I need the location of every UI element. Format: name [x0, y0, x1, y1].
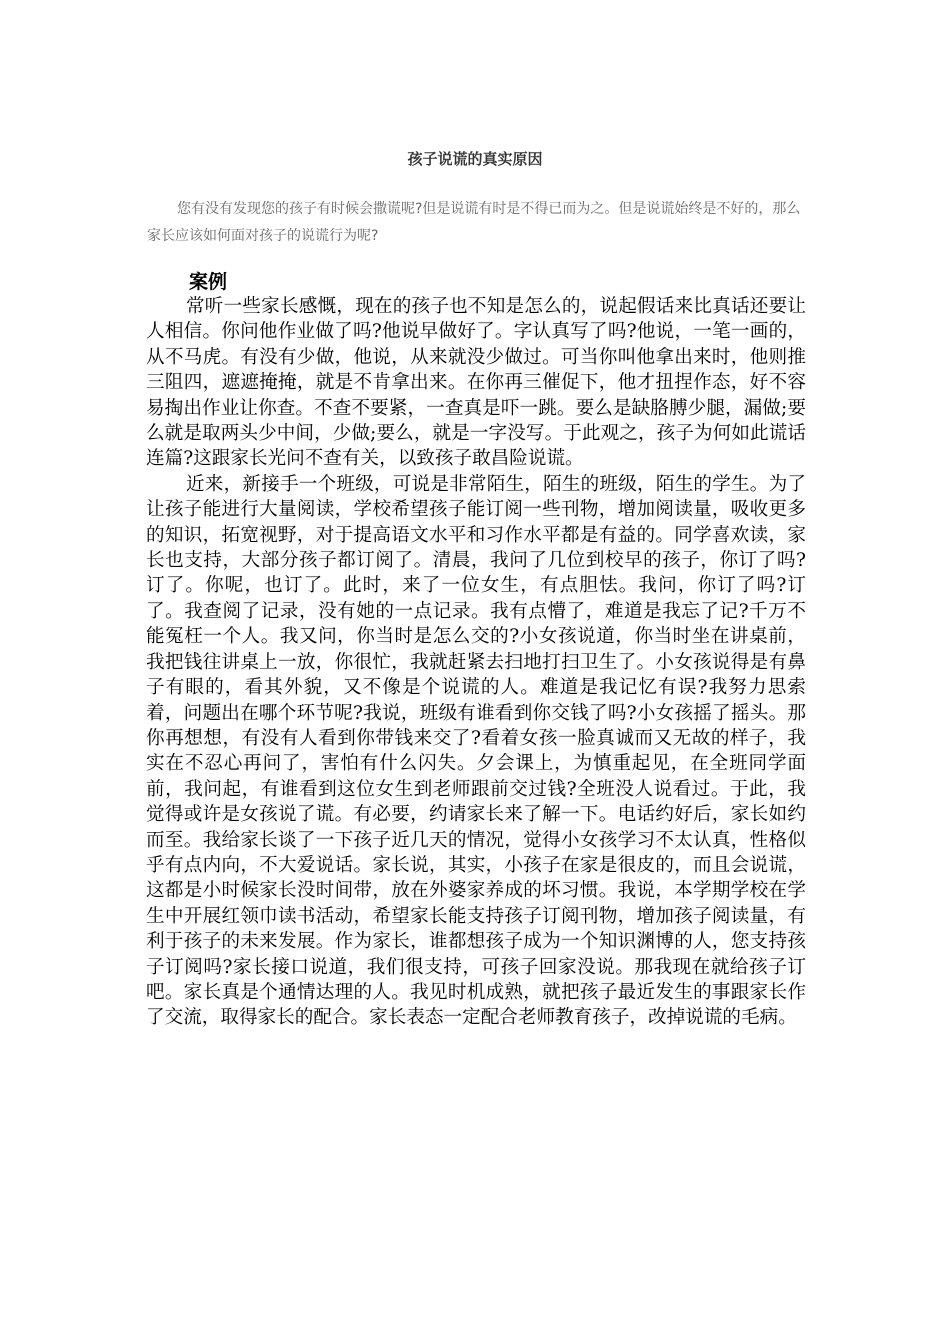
- body-text: [146, 294, 806, 1031]
- document-title: 孩子说谎的真实原因: [407, 150, 543, 168]
- body-paragraph: 常听一些家长感慨，现在的孩子也不知是怎么的，说起假话来比真话还要让人相信。你问他作业做了吗?他说早做好了。字认真写了吗?他说，一笔一画的，从不马虎。有没有少做，他说，从来就没少做过。可当你叫他拿出来时，他则推三阻四，遮遮掩掩，就是不肯拿出来。在你再三催促下，他才扭捏作态，好不容易掏出作业让你查。不查不要紧，一查真是吓一跳。要么是缺胳膊少腿，漏做;要么就是取两头少中间，少做;要么，就是一字没写。于此观之，孩子为何如此谎话连篇?这跟家长光问不查有关，以致孩子敢昌险说谎。: [146, 296, 806, 470]
- intro-paragraph: 您有没有发现您的孩子有时候会撒谎呢?但是说谎有时是不得已而为之。但是说谎始终是不好的，那么家长应该如何面对孩子的说谎行为呢?: [147, 201, 801, 244]
- section-heading: 案例: [189, 271, 228, 293]
- body-paragraph: 近来，新接手一个班级，可说是非常陌生，陌生的班级，陌生的学生。为了让孩子能进行大量阅读，学校希望孩子能订阅一些刊物，增加阅读量，吸收更多的知识，拓宽视野，对于提高语文水平和习作水平都是有益的。同学喜欢读，家长也支持，大部分孩子都订阅了。清晨，我问了几位到校早的孩子，你订了吗?订了。你呢，也订了。此时，来了一位女生，有点胆怯。我问，你订了吗?订了。我查阅了记录，没有她的一点记录。我有点懵了，难道是我忘了记?千万不能冤枉一个人。我又问，你当时是怎么交的?小女孩说道，你当时坐在讲桌前，我把钱往讲桌上一放，你很忙，我就赶紧去扫地打扫卫生了。小女孩说得是有鼻子有眼的，看其外貌，又不像是个说谎的人。难道是我记忆有误?我努力思索着，问题出在哪个环节呢?我说，班级有谁看到你交钱了吗?小女孩摇了摇头。那你再想想，有没有人看到你带钱来交了?看着女孩一脸真诚而又无故的样子，我实在不忍心再问了，害怕有什么闪失。夕会课上，为慎重起见，在全班同学面前，我问起，有谁看到这位女生到老师跟前交过钱?全班没人说看过。于此，我觉得或许是女孩说了谎。有必要，约请家长来了解一下。电话约好后，家长如约而至。我给家长谈了一下孩子近几天的情况，觉得小女孩学习不太认真，性格似乎有点内向，不大爱说话。家长说，其实，小孩子在家是很皮的，而且会说谎，这都是小时候家长没时间带，放在外婆家养成的坏习惯。我说，本学期学校在学生中开展红领巾读书活动，希望家长能支持孩子订阅刊物，增加孩子阅读量，有利于孩子的未来发展。作为家长，谁都想孩子成为一个知识渊博的人，您支持孩子订阅吗?家长接口说道，我们很支持，可孩子回家没说。那我现在就给孩子订吧。家长真是个通情达理的人。我见时机成熟，就把孩子最近发生的事跟家长作了交流，取得家长的配合。家长表态一定配合老师教育孩子，改掉说谎的毛病。: [146, 473, 806, 1029]
